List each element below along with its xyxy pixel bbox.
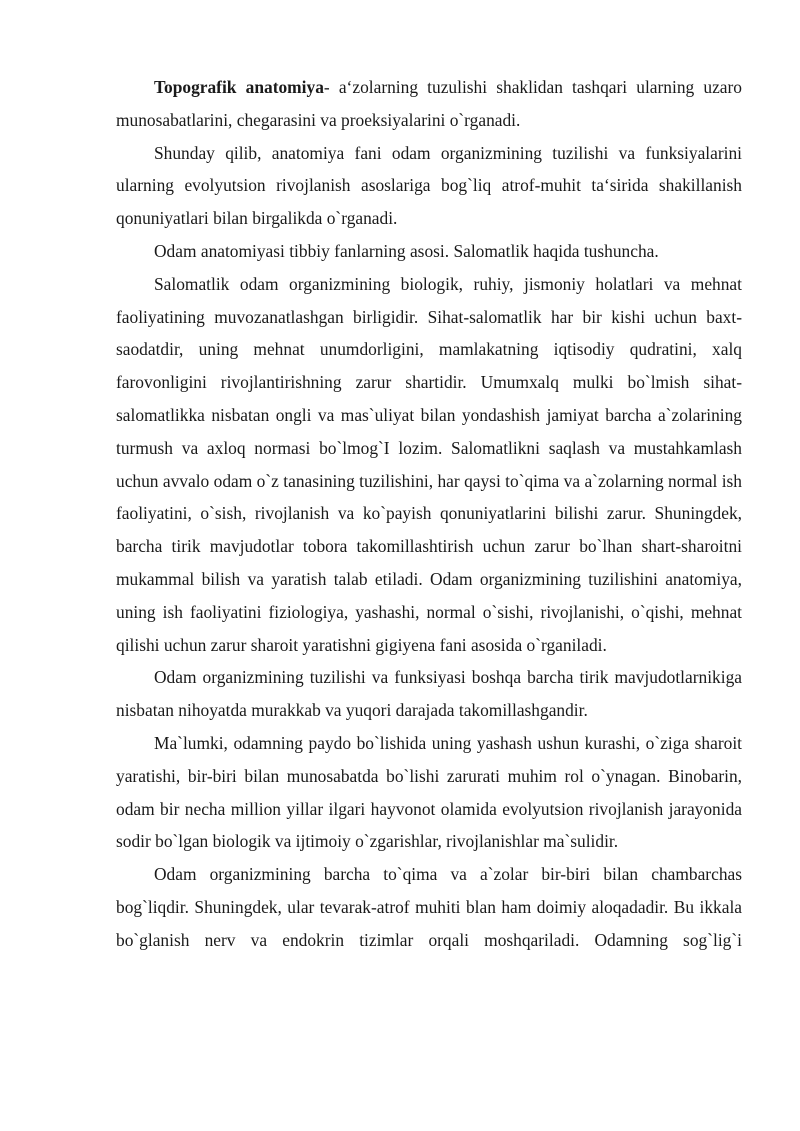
paragraph-tissues-organs: Odam organizmining barcha to`qima va a`zolar bir-biri bilan chambarchas bog`liqdir. Shuningdek, ular tevarak-atrof muhiti blan ham doimiy aloqadadir. Bu ikkala bo`glanish nerv va endokrin tizimlar orqali moshqariladi. Odamning sog`lig`i: [116, 864, 742, 950]
document-page: [116, 71, 742, 957]
paragraph-anatomy-definition: Shunday qilib, anatomiya fani odam organizmining tuzilishi va funksiyalarini ularning evolyutsion rivojlanish asoslariga bog`liq atrof-muhit ta‘sirida shakillanish qonuniyatlari bilan birgalikda o`rganadi.: [116, 142, 742, 229]
paragraph-anatomy-basis: Odam anatomiyasi tibbiy fanlarning asosi. Salomatlik haqida tushuncha.: [154, 240, 659, 261]
paragraph-human-origin: Ma`lumki, odamning paydo bo`lishida uning yashash ushun kurashi, o`ziga sharoit yaratishi, bir-biri bilan munosabatda bo`lishi zarurati muhim rol o`ynagan. Binobarin, odam bir necha million yillar ilgari hayvonot olamida evolyutsion rivojlanish jarayonida sodir bo`lgan biologik va ijtimoiy o`zgarishlar, rivojlanishlar ma`sulidir.: [116, 732, 742, 852]
paragraph-organism-structure: Odam organizmining tuzilishi va funksiyasi boshqa barcha tirik mavjudotlarnikiga nisbatan nihoyatda murakkab va yuqori darajada takomillashgandir.: [116, 667, 742, 721]
term-topografik-anatomiya: Topografik anatomiya: [154, 77, 324, 97]
paragraph-text: - a‘zolarning tuzulishi shaklidan tashqari ularning uzaro munosabatlarini, chegarasini va proeksiyalarini o`rganadi.: [116, 77, 742, 130]
paragraph-health: Salomatlik odam organizmining biologik, ruhiy, jismoniy holatlari va mehnat faoliyatining muvozanatlashgan birligidir. Sihat-salomatlik har bir kishi uchun baxt-saodatdir, uning mehnat unumdorligini, mamlakatning iqtisodiy qudratini, xalq farovonligini rivojlantirishning zarur shartidir. Umumxalq mulki bo`lmish sihat-salomatlikka nisbatan ongli va mas`uliyat bilan yondashish jamiyat barcha a`zolarining turmush va axloq normasi bo`lmog`I lozim. Salomatlikni saqlash va mustahkamlash uchun avvalo odam o`z tanasining tuzilishini, har qaysi to`qima va a`zolarning normal ish faoliyatini, o`sish, rivojlanish va ko`payish qonuniyatlarini bilishi zarur. Shuningdek, barcha tirik mavjudotlar tobora takomillashtirish uchun zarur bo`lhan shart-sharoitni mukammal bilish va yaratish talab etiladi. Odam organizmining tuzilishini anatomiya, uning ish faoliyatini fiziologiya, yashashi, normal o`sishi, rivojlanishi, o`qishi, mehnat qilishi uchun zarur sharoit yaratishni gigiyena fani asosida o`rganiladi.: [116, 273, 742, 655]
paragraph-topographic-anatomy: [116, 71, 742, 137]
